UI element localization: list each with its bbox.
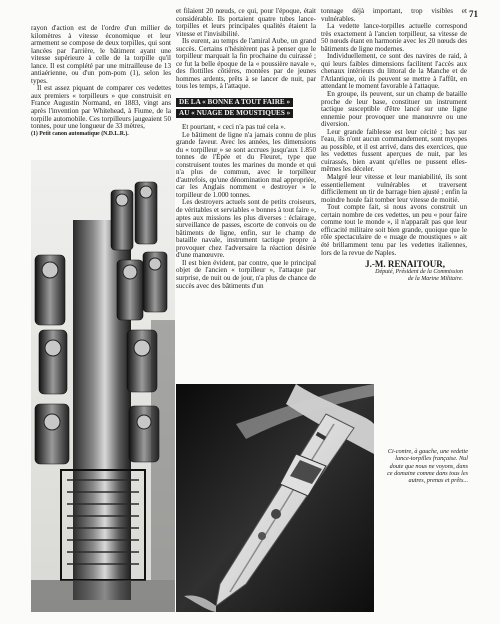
section-heading-line-1: DE LA « BONNE A TOUT FAIRE » [176,98,293,107]
footnote: (1) Petit canon automatique (N.D.L.R.). [31,130,129,137]
col3-paragraph-4: En groupe, ils peuvent, sur un champ de bataille proche de leur base, constituer un instrument tactique susceptible d'être lancé sur une ligne ennemie pour provoquer une manœuvre ou une diversion. [321,90,467,129]
col1-paragraph-1: rayon d'action est de l'ordre d'un millier de kilomètres à vitesse économique et leur armement se compose de deux torpilles, qui sont lancées par l'arrière, le bâtiment ayant une vitesse supérieure à celle de la torpille qu'il lance. Il est complété par une mitrailleuse de 13 antiaérienne, ou d'un pom-pom (1), selon les types. [31,24,171,85]
section-heading-line-2: AU « NUAGE DE MOUSTIQUES » [176,109,293,118]
col2-paragraph-4: Le bâtiment de ligne n'a jamais connu de plus grande faveur. Avec les années, les dimensions du « torpilleur » se sont accrues jusqu'aux 1.850 tonnes de l'Épée et du Fleuret, type que construisent toutes les marines du monde et qui n'a plus de commun, avec le torpilleur d'autrefois, qu'une dénomination mal appropriée, car les Anglais nomment « destroyer » le torpilleur de 1.000 tonnes. [176,130,316,199]
section-heading [176,97,316,119]
col3-paragraph-1: tonnage déjà important, trop visibles et vulnérables. [321,7,467,23]
column-3 [321,8,467,283]
author-title-line-1: Député, Président de la Commission [375,268,463,275]
author-signature: J.-M. RENAITOUR, [365,259,445,270]
col3-paragraph-3: Individuellement, ce sont des navires de raid, à qui leurs faibles dimensions facilitent l'accès aux chenaux intérieurs du littoral de la Manche et de l'Atlantique, où ils peuvent se mettre à l'affût, en attendant le moment favorable à l'attaque. [321,52,467,91]
col2-paragraph-6: Il est bien évident, par contre, que le principal objet de l'ancien « torpilleur », l'attaque par surprise, de nuit ou de jour, n'a plus de chance de succès avec des bâtiments d'un [176,258,316,290]
photo-caption: Ci-contre, à gauche, une vedette lance-torpilles française. Nul doute que nous ne voyons, dans ce domaine comme dans tous les autres, prenas et prêts... [387,448,468,485]
page-number: 71 [469,9,478,19]
column-2 [176,8,316,290]
col3-paragraph-5: Leur grande faiblesse est leur cécité ; bas sur l'eau, ils n'ont aucun commandement, sont myopes au possible, et il est arrivé, dans des exercices, que les vedettes fussent aperçues de nuit, par les cuirassés, bien avant qu'elles ne pussent elles-mêmes les déceler. [321,127,467,174]
engine-photograph [31,160,175,612]
col3-paragraph-2: La vedette lance-torpilles actuelle correspond très exactement à l'ancien torpilleur, sa vitesse de 50 nœuds étant en harmonie avec les 20 nœuds des bâtiments de ligne modernes. [321,22,467,53]
col3-paragraph-6: Malgré leur vitesse et leur maniabilité, ils sont essentiellement vulnérables et traversent difficilement un tir de barrage bien ajusté ; enfin la moindre houle fait tomber leur vitesse de moitié. [321,173,467,204]
author-title-line-2: de la Marine Militaire. [407,275,463,282]
col2-paragraph-1: et filaient 20 nœuds, ce qui, pour l'époque, était considérable. Ils portaient quatre tubes lance-torpilles et leurs principales qualités étaient la vitesse et l'invisibilité. [176,7,316,38]
col2-paragraph-2: Ils eurent, au temps de l'amiral Aube, un grand succès. Certains n'hésitèrent pas à penser que le torpilleur marquait la fin prochaine du cuirassé ; ce fut la belle époque de la « poussière navale », des flottilles côtières, montées par de jeunes hommes ardents, prêts à se lancer de nuit, par tous les temps, à l'attaque. [176,37,316,91]
col1-paragraph-2: Il est assez piquant de comparer ces vedettes aux premiers « torpilleurs » que construisit en France Augustin Normand, en 1883, vingt ans après l'invention par Whitehead, à Fiume, de la torpille automobile. Ces torpilleurs jaugeaient 50 tonnes, pour une longueur de 33 mètres, [31,84,171,131]
col2-paragraph-5: Les destroyers actuels sont de petits croiseurs, de véritables et serviables « bonnes à tout faire », aptes aux missions les plus diverses : éclairage, surveillance de passes, escorte de convois ou de bâtiments de ligne, enfin, sur le champ de bataille navale, instrument tactique propre à provoquer chez l'adversaire la réaction désirée d'une manœuvre. [176,198,316,260]
column-1 [31,25,171,138]
col2-paragraph-3: Et pourtant, « ceci n'a pas tué cela ». [182,123,286,132]
col3-paragraph-7: Tout compte fait, si nous avons construit un certain nombre de ces vedettes, un peu « pour faire comme tout le monde », il n'apparaît pas que leur efficacité militaire soit bien grande, quoique que le rôle spectaculaire de « nuage de moustiques » ait été brillamment tenu par les vedettes italiennes, lors de la revue de Naples. [321,203,467,257]
torpedo-boat-photograph [176,384,374,612]
